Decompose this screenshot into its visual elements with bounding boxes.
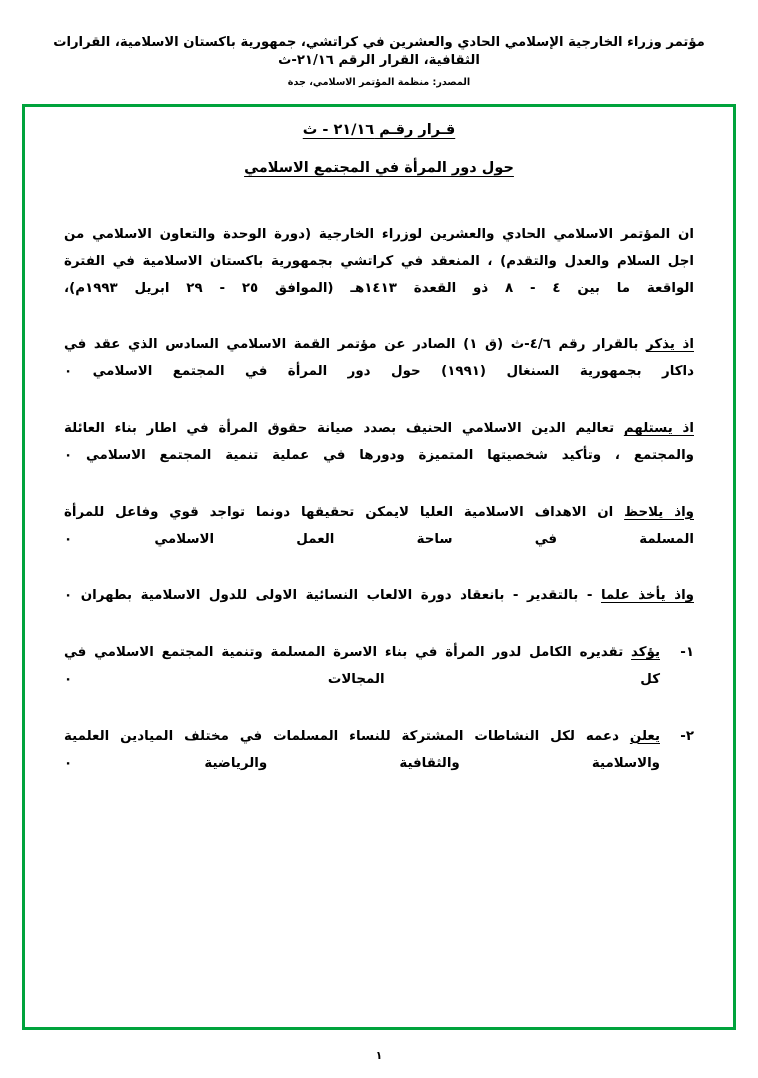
resolution-subject: حول دور المرأة في المجتمع الاسلامي bbox=[244, 160, 514, 176]
item-marker: ١- bbox=[680, 645, 694, 661]
paragraph-lead: اذ يستلهم bbox=[623, 421, 694, 437]
resolution-item-1 bbox=[64, 640, 694, 694]
paragraph-text: - بالتقدير - بانعقاد دورة الالعاب النسائية الاولى للدول الاسلامية بطهران ٠ bbox=[64, 588, 602, 604]
preamble-paragraph-1 bbox=[64, 222, 694, 302]
item-lead: يعلن bbox=[629, 728, 660, 744]
paragraph-text: بالقرار رقم ٤/٦-ث (ق ١) الصادر عن مؤتمر القمة الاسلامي السادس الذي عقد في داكار بجمهورية السنغال (١٩٩١) حول دور المرأة في المجتمع الاسلامي ٠ bbox=[64, 337, 694, 380]
header-title: مؤتمر وزراء الخارجية الإسلامي الحادي والعشرين في كراتشي، جمهورية باكستان الاسلامية، القرارات الثقافية، القرار الرقم ٢١/١٦-ث bbox=[53, 35, 705, 68]
paragraph-lead: واذ يأخذ علما bbox=[601, 588, 694, 604]
paragraph-lead: واذ يلاحظ bbox=[624, 504, 694, 520]
preamble-paragraph-4 bbox=[64, 500, 694, 554]
preamble-paragraph-5 bbox=[64, 583, 694, 610]
paragraph-text: ان المؤتمر الاسلامي الحادي والعشرين لوزراء الخارجية (دورة الوحدة والتعاون الاسلامي من اجل السلام والعدل والتقدم) ، المنعقد في كراتشي بجمهورية باكستان الاسلامية في الفترة الواقعة ما بين ٤ - ٨ ذو القعدة ١٤١٣هـ (الموافق ٢٥ - ٢٩ ابريل ١٩٩٣م)، bbox=[64, 227, 694, 296]
item-text: دعمه لكل النشاطات المشتركة للنساء المسلمات في مختلف الميادين العلمية والاسلامية والثقافية والرياضية ٠ bbox=[64, 728, 660, 771]
item-text: تقديره الكامل لدور المرأة في بناء الاسرة المسلمة وتنمية المجتمع الاسلامي في كل المجالات ٠ bbox=[64, 645, 660, 687]
page-number: ١ bbox=[375, 1049, 383, 1062]
item-body bbox=[64, 724, 660, 778]
document-body bbox=[36, 118, 722, 1018]
paragraph-text: تعاليم الدين الاسلامي الحنيف بصدد صيانة حقوق المرأة في اطار بناء العائلة والمجتمع ، وتأكيد شخصيتها المتميزة ودورها في عملية تنمية المجتمع الاسلامي ٠ bbox=[64, 421, 694, 463]
preamble-paragraph-3 bbox=[64, 416, 694, 470]
preamble-paragraph-2 bbox=[64, 332, 694, 386]
header-source: المصدر: منظمة المؤتمر الاسلامي، جدة bbox=[287, 76, 471, 88]
resolution-item-2 bbox=[64, 724, 694, 778]
paragraph-lead: اذ يذكر bbox=[646, 337, 694, 353]
item-body bbox=[64, 640, 660, 694]
item-marker: ٢- bbox=[680, 728, 694, 744]
item-lead: يؤكد bbox=[631, 645, 660, 661]
document-header bbox=[0, 0, 758, 88]
resolution-number: قـرار رقـم ٢١/١٦ - ث bbox=[302, 122, 456, 138]
paragraph-text: ان الاهداف الاسلامية العليا لايمكن تحقيقها دونما تواجد قوي وفاعل للمرأة المسلمة في ساحة العمل الاسلامي ٠ bbox=[64, 504, 694, 547]
